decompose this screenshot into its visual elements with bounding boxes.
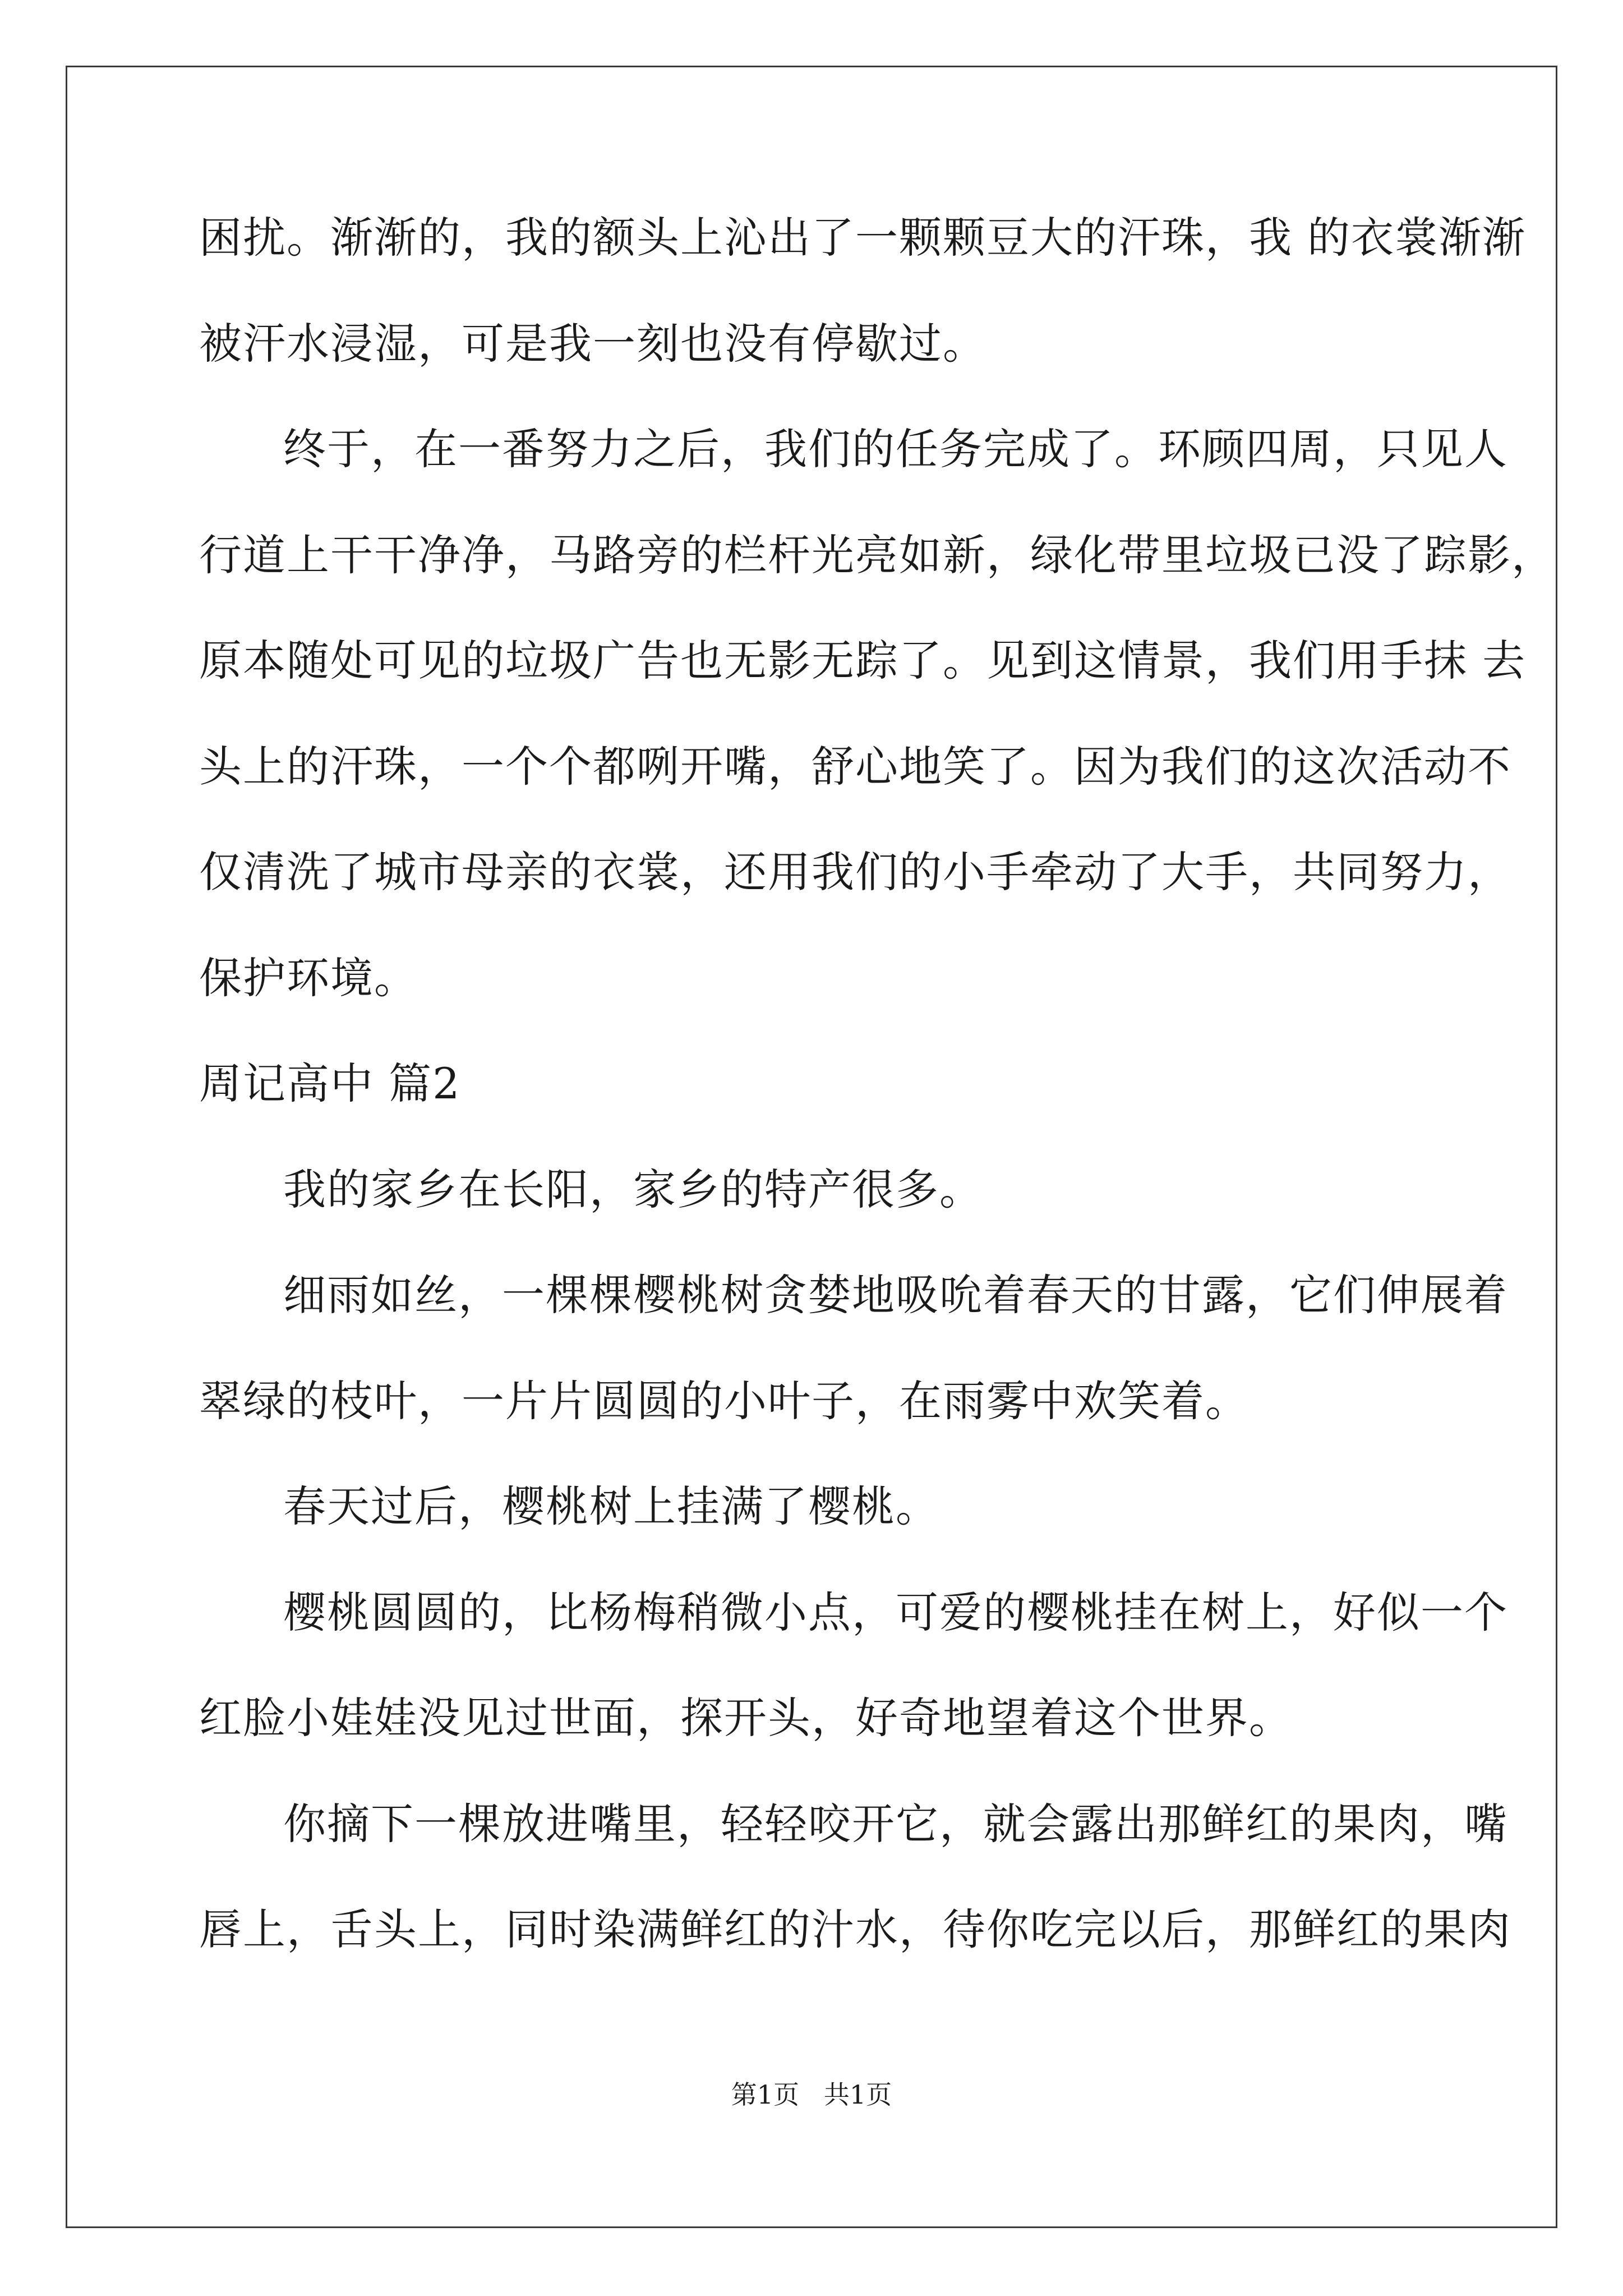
text-line: 唇上，舌头上，同时染满鲜红的汁水，待你吃完以后，那鲜红的果肉 <box>199 1904 1511 1954</box>
text-line: 樱桃圆圆的，比杨梅稍微小点，可爱的樱桃挂在树上，好似一个 <box>283 1588 1508 1637</box>
text-line: 你摘下一棵放进嘴里，轻轻咬开它，就会露出那鲜红的果肉，嘴 <box>283 1799 1508 1849</box>
text-line: 红脸小娃娃没见过世面，探开头，好奇地望着这个世界。 <box>199 1693 1293 1743</box>
text-line: 翠绿的枝叶，一片片圆圆的小叶子，在雨雾中欢笑着。 <box>199 1376 1249 1426</box>
text-line: 原本随处可见的垃圾广告也无影无踪了。见到这情景，我们用手抹 去 <box>199 636 1527 685</box>
section-heading: 周记高中 篇2 <box>199 1059 461 1108</box>
text-line: 春天过后，樱桃树上挂满了樱桃。 <box>283 1481 939 1531</box>
text-line: 细雨如丝，一棵棵樱桃树贪婪地吸吮着春天的甘露，它们伸展着 <box>283 1270 1508 1320</box>
text-line: 被汗水浸湿，可是我一刻也没有停歇过。 <box>199 319 986 369</box>
text-line: 头上的汗珠，一个个都咧开嘴，舒心地笑了。因为我们的这次活动不 <box>199 742 1511 792</box>
text-line: 行道上干干净净，马路旁的栏杆光亮如新，绿化带里垃圾已没了踪影， <box>199 530 1555 580</box>
text-line: 仅清洗了城市母亲的衣裳，还用我们的小手牵动了大手，共同努力， <box>199 847 1511 897</box>
text-line: 终于，在一番努力之后，我们的任务完成了。环顾四周，只见人 <box>283 424 1508 474</box>
page-number-footer: 第1页 共1页 <box>731 2079 892 2110</box>
text-line: 我的家乡在长阳，家乡的特产很多。 <box>283 1165 983 1214</box>
text-line: 保护环境。 <box>199 953 418 1003</box>
text-line: 困扰。渐渐的，我的额头上沁出了一颗颗豆大的汗珠，我 的衣裳渐渐 <box>199 213 1527 263</box>
